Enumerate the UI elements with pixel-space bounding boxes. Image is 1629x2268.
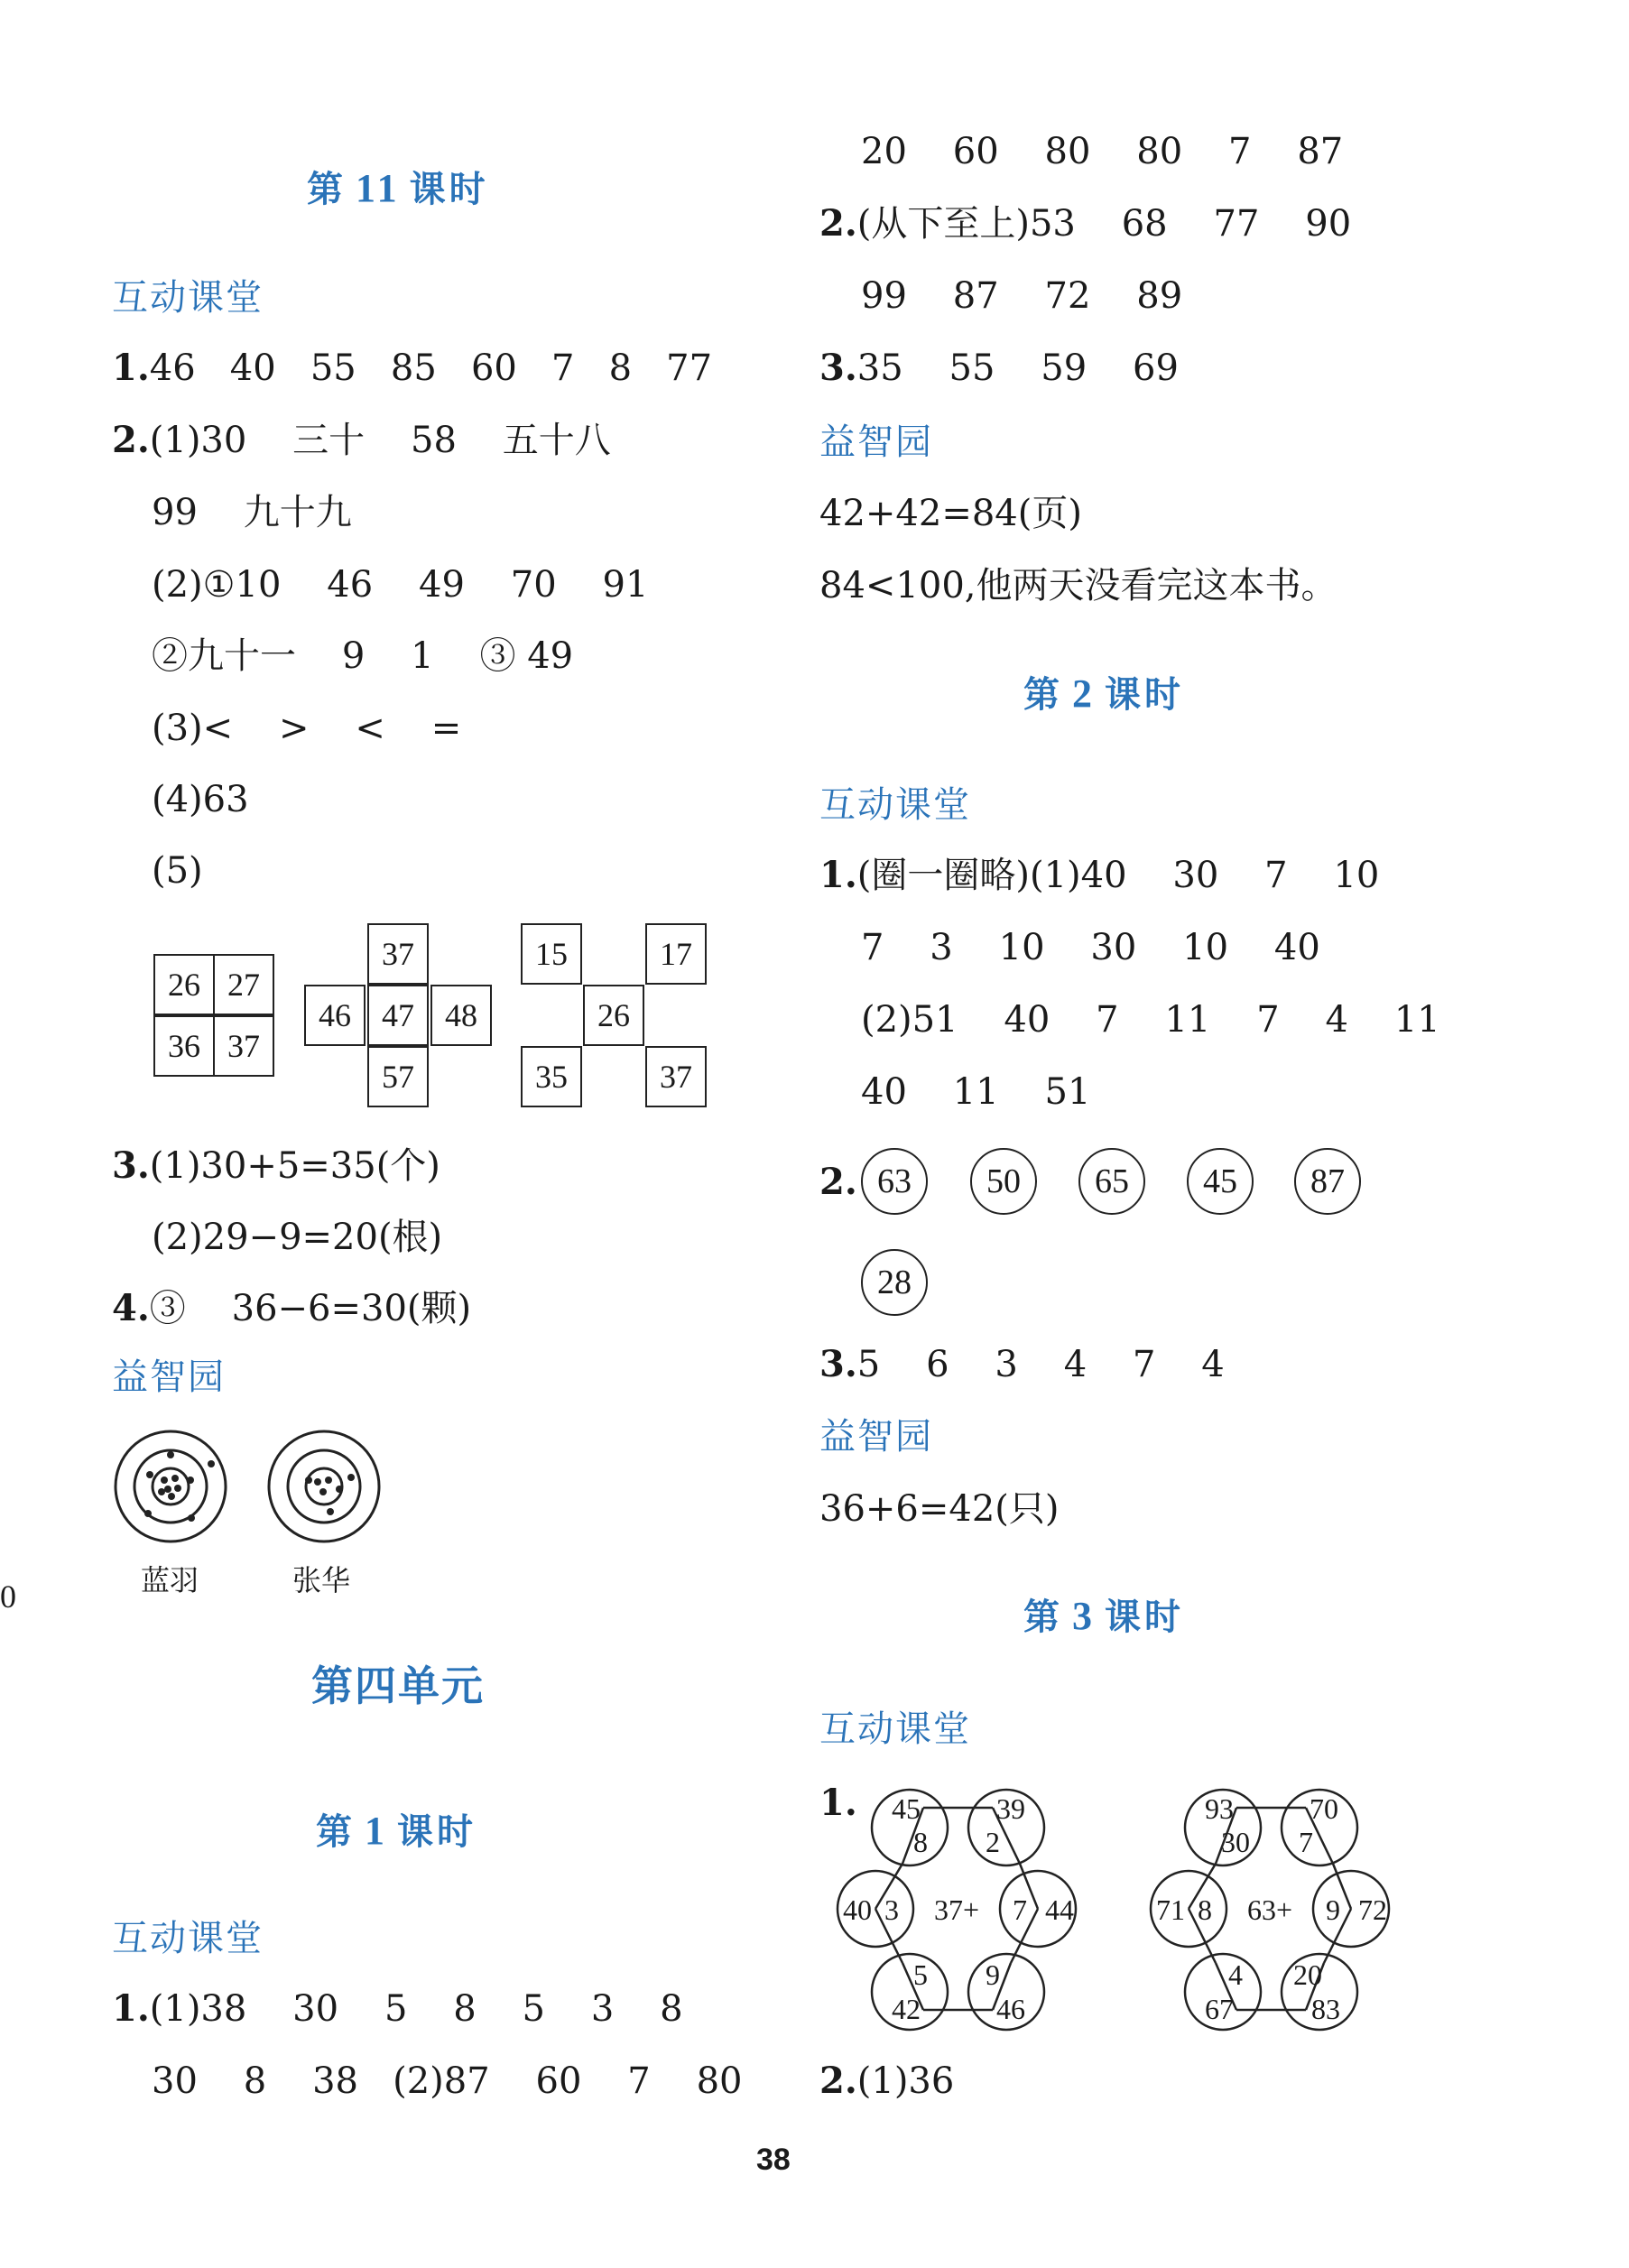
answer-text: 46 40 55 85 60 7 8 77: [149, 347, 713, 389]
wheel-number: 72: [1358, 1893, 1387, 1926]
section-heading: 互动课堂: [819, 1708, 971, 1750]
wheel-number: 83: [1311, 1993, 1340, 2025]
circled-number: 28: [861, 1249, 928, 1316]
answer-text: (1)30 三十 58 五十八: [149, 420, 611, 461]
target-ring: [116, 1431, 226, 1541]
answer-line: [112, 347, 712, 390]
answer-line: (5): [152, 850, 203, 892]
answer-text: 35 55 59 69: [856, 347, 1179, 389]
answer-text: (圈一圈略)(1)40 30 7 10: [856, 855, 1380, 896]
grid-cell: 27: [213, 954, 274, 1015]
addition-wheel-2: [1143, 1782, 1432, 2040]
question-number: 1.: [819, 854, 857, 896]
lesson-number: 3: [1072, 1594, 1096, 1638]
lesson-number: 1: [365, 1809, 388, 1853]
section-heading: 互动课堂: [112, 1918, 264, 1959]
wheel-number: 70: [1310, 1792, 1338, 1825]
wheel-center: 37+: [933, 1893, 980, 1926]
question-number: 1.: [819, 1782, 857, 1824]
target-ring: [306, 1468, 342, 1504]
answer-line: [112, 1987, 683, 2031]
wheel-number: 71: [1156, 1893, 1185, 1926]
answer-line: ②九十一 9 1 ③ 49: [152, 635, 574, 677]
page-number: 38: [756, 2143, 791, 2177]
grid-cell: 37: [367, 923, 429, 985]
wheel-number: 4: [1228, 1958, 1243, 1991]
target-ring: [269, 1431, 379, 1541]
question-number: 1.: [112, 1987, 150, 2030]
answer-line: 7 3 10 30 10 40: [861, 927, 1320, 968]
dart-dots: [144, 1451, 215, 1522]
answer-line: (2)①10 46 49 70 91: [152, 564, 649, 606]
circled-number: 50: [970, 1148, 1037, 1215]
addition-wheel-1: [830, 1782, 1119, 2040]
target-diagram-zhanghua: [265, 1428, 383, 1545]
wheel-number: 39: [996, 1792, 1025, 1825]
wheel-number: 30: [1221, 1826, 1250, 1858]
target-ring: [288, 1450, 360, 1523]
section-heading: 互动课堂: [112, 277, 264, 319]
answer-text: (从下至上)53 68 77 90: [856, 203, 1352, 245]
answer-line: (2)29−9=20(根): [152, 1217, 443, 1258]
wheel-number: 20: [1293, 1958, 1322, 1991]
answer-text: (1)36: [856, 2060, 955, 2102]
wheel-number: 3: [884, 1893, 899, 1926]
answer-line: 84<100,他两天没看完这本书。: [819, 565, 1337, 606]
section-heading: 互动课堂: [819, 784, 971, 826]
answer-line: [819, 854, 1379, 897]
section-heading: 益智园: [819, 421, 933, 463]
answer-line: 20 60 80 80 7 87: [861, 131, 1344, 172]
wheel-number: 45: [892, 1792, 921, 1825]
answer-line: 42+42=84(页): [819, 493, 1082, 534]
circled-number: 65: [1078, 1148, 1145, 1215]
lesson-prefix: 第: [316, 1810, 356, 1853]
question-number: 3.: [819, 347, 857, 389]
question-number: 2.: [819, 2060, 857, 2102]
wheel-number: 7: [1013, 1893, 1027, 1926]
answer-line: (2)51 40 7 11 7 4 11: [861, 999, 1440, 1041]
answer-line: [112, 419, 611, 462]
circled-number: 45: [1187, 1148, 1254, 1215]
lesson-prefix: 第: [307, 168, 347, 210]
wheel-number: 67: [1205, 1993, 1234, 2025]
lesson-title-1: [316, 1803, 477, 1855]
dart-dots: [305, 1474, 355, 1515]
lesson-suffix: 课时: [409, 168, 489, 210]
lesson-number: 2: [1072, 671, 1096, 716]
wheel-number: 44: [1045, 1893, 1074, 1926]
question-number: 1.: [112, 347, 150, 389]
wheel-number: 93: [1205, 1792, 1234, 1825]
answer-line: (4)63: [152, 779, 249, 820]
wheel-number: 8: [913, 1826, 928, 1858]
answer-line: [112, 1287, 471, 1330]
answer-line: 99 87 72 89: [861, 275, 1183, 317]
lesson-suffix: 课时: [397, 1810, 477, 1853]
answer-text: ③ 36−6=30(颗): [149, 1288, 472, 1329]
grid-cell: 37: [645, 1046, 707, 1107]
target-label: 张华: [292, 1563, 351, 1597]
circled-number: 87: [1294, 1148, 1361, 1215]
grid-cell: 15: [521, 923, 582, 985]
grid-cell: 57: [367, 1046, 429, 1107]
lesson-suffix: 课时: [1105, 673, 1184, 716]
wheel-number: 9: [986, 1958, 1000, 1991]
wheel-number: 7: [1299, 1826, 1313, 1858]
question-number: 2.: [112, 419, 150, 461]
answer-text: 5 6 3 4 7 4: [856, 1344, 1225, 1385]
grid-cell: 46: [304, 985, 366, 1046]
section-heading: 益智园: [819, 1416, 933, 1458]
unit-title: 第四单元: [311, 1662, 485, 1710]
lesson-prefix: 第: [1023, 1596, 1063, 1638]
grid-cell: 17: [645, 923, 707, 985]
wheel-number: 9: [1326, 1893, 1340, 1926]
wheel-number: 5: [913, 1958, 928, 1991]
answer-text: (1)38 30 5 8 5 3 8: [149, 1988, 683, 2030]
grid-cell: 26: [153, 954, 215, 1015]
answer-line: [819, 2060, 954, 2103]
grid-cell: 36: [153, 1015, 215, 1077]
wheel-number: 46: [996, 1993, 1025, 2025]
lesson-prefix: 第: [1023, 673, 1063, 716]
section-heading: 益智园: [112, 1356, 226, 1398]
answer-line: [819, 347, 1179, 390]
answer-line: 99 九十九: [152, 492, 352, 533]
lesson-title-2: [1023, 666, 1184, 717]
answer-line: [819, 1343, 1225, 1386]
grid-cell: 48: [430, 985, 492, 1046]
target-label: 蓝羽: [141, 1563, 199, 1597]
grid-cell: 37: [213, 1015, 274, 1077]
answer-line: [819, 202, 1351, 245]
circled-number: 63: [861, 1148, 928, 1215]
target-diagram-lanyu: [112, 1428, 229, 1545]
wheel-number: 42: [892, 1993, 921, 2025]
answer-line: [112, 1144, 440, 1188]
answer-line: (3)< > < =: [152, 708, 462, 749]
answer-line: 40 11 51: [861, 1071, 1091, 1113]
wheel-number: 2: [986, 1826, 1000, 1858]
answer-line: 36+6=42(只): [819, 1488, 1060, 1530]
margin-mark: 0: [0, 1578, 16, 1615]
wheel-number: 8: [1198, 1893, 1212, 1926]
lesson-suffix: 课时: [1105, 1596, 1184, 1638]
question-number: 2.: [819, 1161, 857, 1203]
lesson-title-11: [307, 161, 489, 212]
lesson-number: 11: [356, 166, 401, 210]
answer-text: (1)30+5=35(个): [149, 1145, 440, 1187]
grid-cell: 35: [521, 1046, 582, 1107]
grid-cell: 26: [583, 985, 644, 1046]
question-number: 4.: [112, 1287, 150, 1329]
wheel-center: 63+: [1246, 1893, 1293, 1926]
wheel-number: 40: [843, 1893, 872, 1926]
question-number: 3.: [819, 1343, 857, 1385]
answer-line: 30 8 38 (2)87 60 7 80: [152, 2060, 743, 2102]
lesson-title-3: [1023, 1588, 1184, 1640]
question-number: 3.: [112, 1144, 150, 1187]
question-number: 2.: [819, 202, 857, 245]
grid-cell: 47: [367, 985, 429, 1046]
